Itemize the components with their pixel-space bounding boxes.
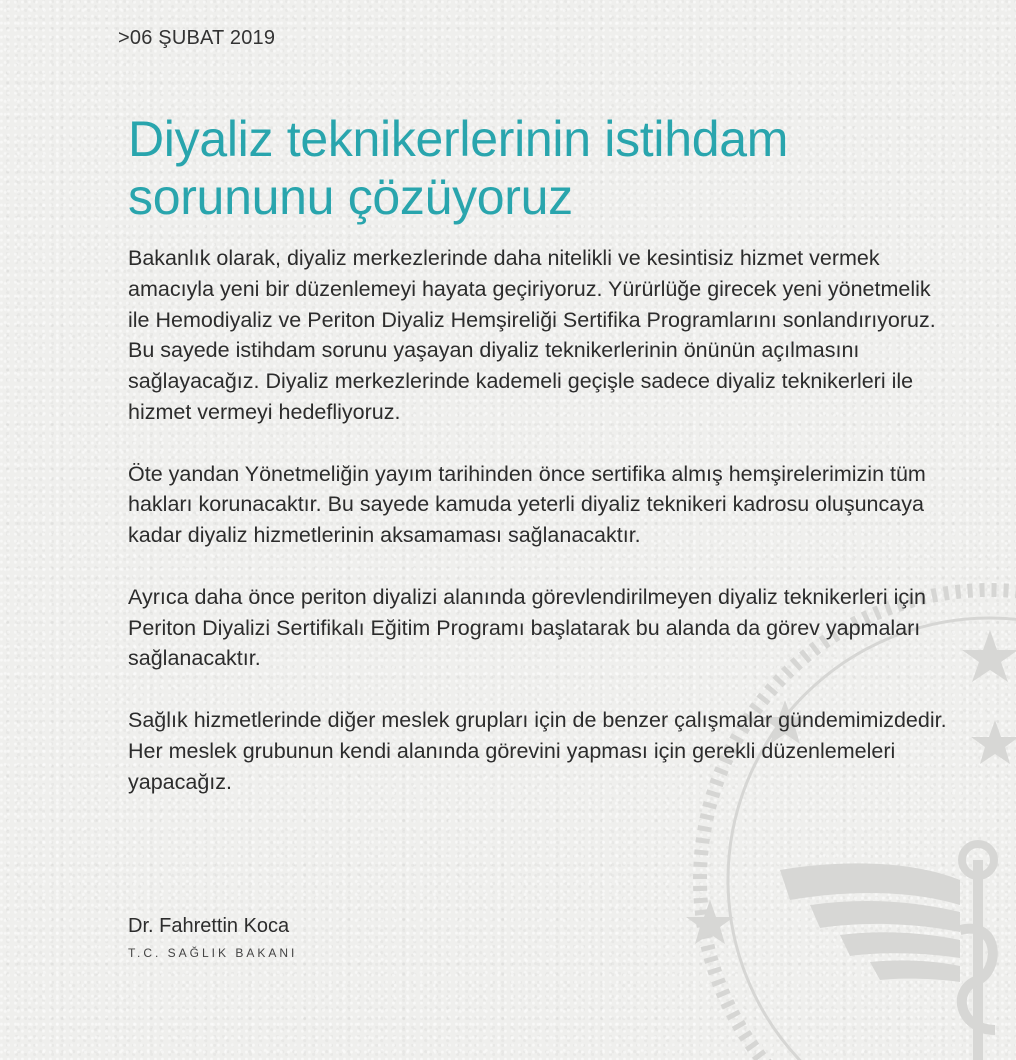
signature-title: T.C. SAĞLIK BAKANI	[128, 946, 298, 960]
page-title	[128, 110, 988, 226]
statement-body	[128, 243, 948, 828]
signature-name: Dr. Fahrettin Koca	[128, 915, 290, 937]
paragraph-4: Sağlık hizmetlerinde diğer meslek grupları için de benzer çalışmalar gündemimizdedir. Her meslek grubunun kendi alanında görevini yapması için gerekli düzenlemeleri yapacağız.	[128, 707, 947, 794]
paragraph-1: Bakanlık olarak, diyaliz merkezlerinde daha nitelikli ve kesintisiz hizmet vermek amacıyla yeni bir düzenlemeyi hayata geçiriyoruz. Yürürlüğe girecek yeni yönetmelik ile Hemodiyaliz ve Periton Diyaliz Hemşireliği Sertifika Programlarını sonlandırıyoruz. Bu sayede istihdam sorunu yaşayan diyaliz teknikerlerinin önünün açılmasını sağlayacağız. Diyaliz merkezlerinde kademeli geçişle sadece diyaliz teknikerleri ile hizmet vermeyi hedefliyoruz.	[128, 246, 936, 424]
title-line-1: Diyaliz teknikerlerinin istihdam	[128, 111, 789, 167]
publication-date: >06 ŞUBAT 2019	[118, 27, 276, 49]
title-line-2: sorununu çözüyoruz	[128, 169, 573, 225]
paragraph-3: Ayrıca daha önce periton diyalizi alanında görevlendirilmeyen diyaliz teknikerleri için Periton Diyalizi Sertifikalı Eğitim Programı başlatarak bu alanda da görev yapmaları sağlanacaktır.	[128, 584, 926, 671]
paragraph-2: Öte yandan Yönetmeliğin yayım tarihinden önce sertifika almış hemşirelerimizin tüm hakları korunacaktır. Bu sayede kamuda yeterli diyaliz teknikeri kadrosu oluşuncaya kadar diyaliz hizmetlerinin aksamaması sağlanacaktır.	[128, 461, 926, 548]
